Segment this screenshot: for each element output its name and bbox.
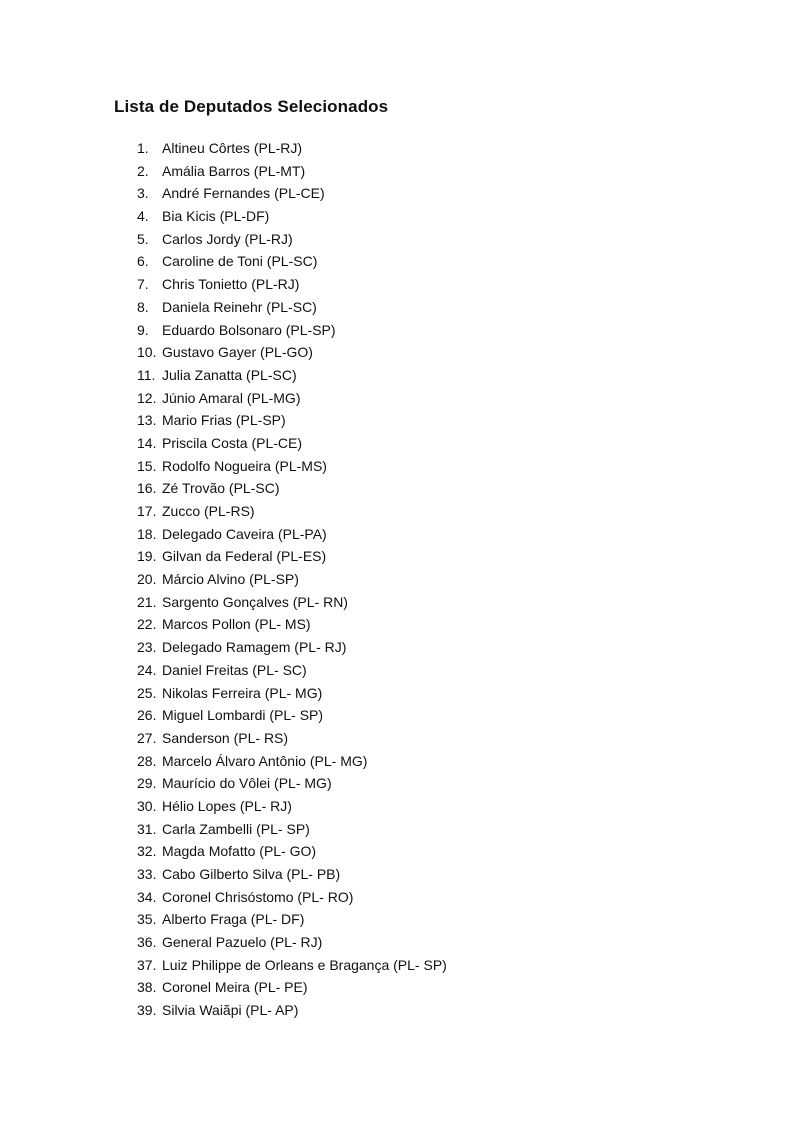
list-item	[137, 182, 447, 205]
list-item-text: Eduardo Bolsonaro (PL-SP)	[162, 321, 336, 338]
list-item	[137, 772, 447, 795]
list-item-number: 36.	[137, 934, 157, 951]
list-item-text: Bia Kicis (PL-DF)	[162, 208, 270, 225]
list-item-text: Mario Frias (PL-SP)	[162, 412, 286, 429]
list-item-number: 10.	[137, 344, 157, 361]
list-item	[137, 863, 447, 886]
list-item-number: 17.	[137, 503, 157, 519]
list-item-text: Maurício do Vôlei (PL- MG)	[162, 775, 332, 792]
list-item	[137, 296, 447, 319]
list-item	[137, 840, 447, 863]
list-item-text: Márcio Alvino (PL-SP)	[162, 571, 299, 588]
list-item	[137, 886, 447, 909]
list-item-number: 32.	[137, 843, 157, 860]
list-item-text: Gilvan da Federal (PL-ES)	[162, 548, 327, 565]
list-item-text: Júnio Amaral (PL-MG)	[162, 389, 301, 406]
list-item	[137, 500, 447, 523]
list-item	[137, 387, 447, 410]
list-item-number: 29.	[137, 775, 157, 792]
list-item	[137, 954, 447, 977]
list-item-number: 1.	[137, 140, 149, 156]
list-item-number: 35.	[137, 911, 157, 928]
list-item-text: Nikolas Ferreira (PL- MG)	[162, 684, 323, 701]
list-item-number: 18.	[137, 525, 157, 542]
list-item-number: 2.	[137, 162, 149, 179]
list-item-number: 21.	[137, 593, 157, 610]
list-item-number: 13.	[137, 412, 157, 429]
list-item-number: 31.	[137, 820, 157, 837]
list-item	[137, 432, 447, 455]
list-item-text: Chris Tonietto (PL-RJ)	[162, 276, 300, 293]
list-item-text: Daniela Reinehr (PL-SC)	[162, 298, 317, 315]
list-item	[137, 795, 447, 818]
list-item-text: Alberto Fraga (PL- DF)	[162, 911, 305, 928]
list-item-text: Coronel Meira (PL- PE)	[162, 979, 308, 996]
list-item	[137, 319, 447, 342]
list-item-number: 7.	[137, 276, 149, 293]
list-item-number: 39.	[137, 1002, 157, 1019]
list-item-number: 25.	[137, 684, 157, 701]
list-item-text: Silvia Waiãpi (PL- AP)	[162, 1002, 299, 1019]
deputy-list	[137, 137, 447, 1022]
list-item-text: Sanderson (PL- RS)	[162, 729, 289, 746]
list-item-text: Caroline de Toni (PL-SC)	[162, 253, 318, 270]
list-item	[137, 591, 447, 614]
list-item	[137, 659, 447, 682]
list-item	[137, 273, 447, 296]
list-item-number: 19.	[137, 548, 157, 565]
list-item-text: Magda Mofatto (PL- GO)	[162, 843, 317, 860]
list-item-number: 26.	[137, 707, 157, 724]
list-item-number: 15.	[137, 457, 157, 474]
list-item-text: Gustavo Gayer (PL-GO)	[162, 344, 313, 361]
list-item	[137, 682, 447, 705]
list-item-number: 38.	[137, 979, 157, 996]
list-item	[137, 818, 447, 841]
list-item	[137, 477, 447, 500]
list-item	[137, 455, 447, 478]
list-item-text: Altineu Côrtes (PL-RJ)	[162, 140, 303, 156]
list-item	[137, 364, 447, 387]
list-item	[137, 545, 447, 568]
list-item-number: 9.	[137, 321, 149, 338]
list-item-text: Sargento Gonçalves (PL- RN)	[162, 593, 348, 610]
list-item-text: Daniel Freitas (PL- SC)	[162, 661, 307, 678]
list-item	[137, 523, 447, 546]
list-item-number: 3.	[137, 185, 149, 202]
list-item-text: Coronel Chrisóstomo (PL- RO)	[162, 888, 354, 905]
list-item-text: Zé Trovão (PL-SC)	[162, 480, 280, 497]
list-item-number: 23.	[137, 639, 157, 656]
list-item	[137, 750, 447, 773]
list-item-number: 33.	[137, 866, 157, 882]
list-item-number: 14.	[137, 434, 157, 451]
list-item-number: 28.	[137, 752, 157, 769]
list-item-text: Carlos Jordy (PL-RJ)	[162, 230, 293, 247]
list-item-text: Hélio Lopes (PL- RJ)	[162, 797, 292, 814]
list-item	[137, 137, 447, 160]
list-item-number: 27.	[137, 729, 157, 746]
list-item-text: Marcelo Álvaro Antônio (PL- MG)	[162, 752, 368, 769]
list-item-text: André Fernandes (PL-CE)	[162, 185, 325, 202]
list-item	[137, 250, 447, 273]
list-item-text: Delegado Caveira (PL-PA)	[162, 525, 327, 542]
list-item	[137, 727, 447, 750]
list-item-number: 5.	[137, 230, 149, 247]
list-item-number: 8.	[137, 298, 149, 315]
list-item	[137, 160, 447, 183]
list-item	[137, 636, 447, 659]
list-item-number: 20.	[137, 571, 157, 588]
list-item	[137, 409, 447, 432]
list-item-text: Cabo Gilberto Silva (PL- PB)	[162, 866, 341, 882]
list-item-text: Rodolfo Nogueira (PL-MS)	[162, 457, 327, 474]
list-item-text: Amália Barros (PL-MT)	[162, 162, 306, 179]
list-item-number: 4.	[137, 208, 149, 225]
list-item-number: 6.	[137, 253, 149, 270]
list-item-text: Miguel Lombardi (PL- SP)	[162, 707, 324, 724]
list-item	[137, 931, 447, 954]
document-title: Lista de Deputados Selecionados	[114, 97, 389, 116]
list-item	[137, 613, 447, 636]
list-item	[137, 205, 447, 228]
list-item-number: 24.	[137, 661, 157, 678]
list-item-text: Carla Zambelli (PL- SP)	[162, 820, 310, 837]
list-item-text: Marcos Pollon (PL- MS)	[162, 616, 311, 633]
list-item-number: 22.	[137, 616, 157, 633]
list-item-number: 16.	[137, 480, 157, 497]
list-item-text: Luiz Philippe de Orleans e Bragança (PL- SP)	[162, 956, 447, 973]
list-item-number: 12.	[137, 389, 157, 406]
list-item-text: Priscila Costa (PL-CE)	[162, 434, 303, 451]
list-item	[137, 228, 447, 251]
list-item-number: 11.	[137, 366, 156, 383]
list-item-number: 34.	[137, 888, 157, 905]
list-item-number: 30.	[137, 797, 157, 814]
list-item-number: 37.	[137, 956, 157, 973]
list-item	[137, 704, 447, 727]
list-item-text: Zucco (PL-RS)	[162, 503, 255, 519]
list-item-text: General Pazuelo (PL- RJ)	[162, 934, 323, 951]
list-item	[137, 341, 447, 364]
list-item	[137, 908, 447, 931]
list-item-text: Julia Zanatta (PL-SC)	[162, 366, 297, 383]
list-item-text: Delegado Ramagem (PL- RJ)	[162, 639, 347, 656]
list-item	[137, 999, 447, 1022]
list-item	[137, 568, 447, 591]
list-item	[137, 976, 447, 999]
